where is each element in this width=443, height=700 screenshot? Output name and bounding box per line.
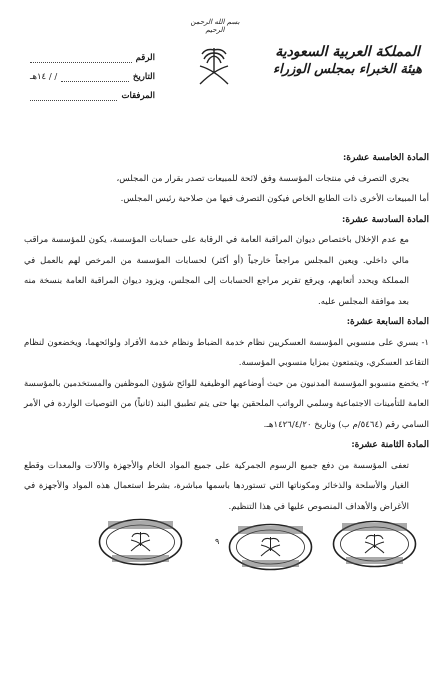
attachments-label: المرفقات: [121, 91, 155, 101]
ref-label: الرقم: [135, 53, 155, 63]
article-18-heading: المادة الثامنة عشرة:: [351, 440, 429, 450]
article-15-heading: المادة الخامسة عشرة:: [342, 153, 429, 163]
attachments-row: [30, 82, 155, 101]
article-16-para-1: مع عدم الإخلال باختصاص ديوان المراقبة العامة في الرقابة على حسابات المؤسسة، يكون للمؤسسة مراقب مالي داخلي. ويعين المجلس مراجعاً خارجياً (أو أكثر) لحسابات المؤسسة من المرخص لهم بالعمل في المملكة ويحدد أتعابهم، ويرفع تقرير مراجع الحسابات إلى المجلس، ويزود ديوان المراقبة العامة بنسخة منه بعد موافقة المجلس عليه.: [24, 235, 409, 307]
palm-swords-emblem-icon: [196, 44, 232, 88]
article-17-para-2: ٢- يخضع منسوبو المؤسسة المدنيون من حيث أوضاعهم الوظيفية للوائح شؤون الموظفين والمستخدمين بالمؤسسة العامة للتأمينات الاجتماعية وسلمي الرواتب الملحقين بها حتى يتم تطبيق البند (ثانياً) من التوصيات الواردة في الأمر السامي رقم (٥٤٦٤/م ب) وتاريخ ١٤٢٦/٤/٢٠هـ.: [24, 378, 429, 430]
ref-line: [30, 53, 132, 63]
article-16-heading: المادة السادسة عشرة:: [342, 214, 429, 225]
article-17-para-1: ١- يسري على منسوبي المؤسسة العسكريين نظام خدمة الضباط ونظام خدمة الأفراد ولوائحهما، ويخضعون لنظام التقاعد العسكري، ويتمتعون بمزايا منسوبي المؤسسة.: [24, 337, 429, 368]
organization-name: [260, 44, 435, 77]
article-15-para-1: يجري التصرف في منتجات المؤسسة وفق لائحة للمبيعات تصدر بقرار من المجلس،: [116, 173, 409, 184]
stamp-right-seal-icon: [332, 520, 417, 568]
date-value: / / ١٤هـ: [30, 72, 58, 82]
article-17-heading: المادة السابعة عشرة:: [346, 317, 429, 327]
stamp-left-seal-icon: [98, 518, 183, 566]
date-row: [30, 63, 155, 82]
date-label: التاريخ: [132, 72, 155, 82]
stamp-middle-seal-icon: [228, 523, 313, 571]
header-fields: [30, 44, 155, 101]
org-line2: هيئة الخبراء بمجلس الوزراء: [272, 62, 422, 77]
org-line1: المملكة العربية السعودية: [275, 44, 420, 60]
basmala: بسم الله الرحمن الرحيم: [190, 18, 240, 34]
ref-row: [30, 44, 155, 63]
article-18-para-1: تعفى المؤسسة من دفع جميع الرسوم الجمركية على جميع المواد الخام والأجهزة والآلات والمعدات وقطع الغيار والأسلحة والذخائر ومكوناتها التي تستوردها باسمها مباشرة، بشرط استعمال هذه المواد والأجهزة في الأغراض والأهداف المنصوص عليها في هذا التنظيم.: [24, 460, 409, 512]
attachments-line: [30, 91, 117, 101]
page-number: ٩: [215, 537, 220, 546]
date-line: [61, 72, 129, 82]
document-body: [24, 148, 429, 517]
article-15-para-2: أما المبيعات الأخرى ذات الطابع الخاص فيكون التصرف فيها من صلاحية رئيس المجلس.: [120, 194, 429, 204]
